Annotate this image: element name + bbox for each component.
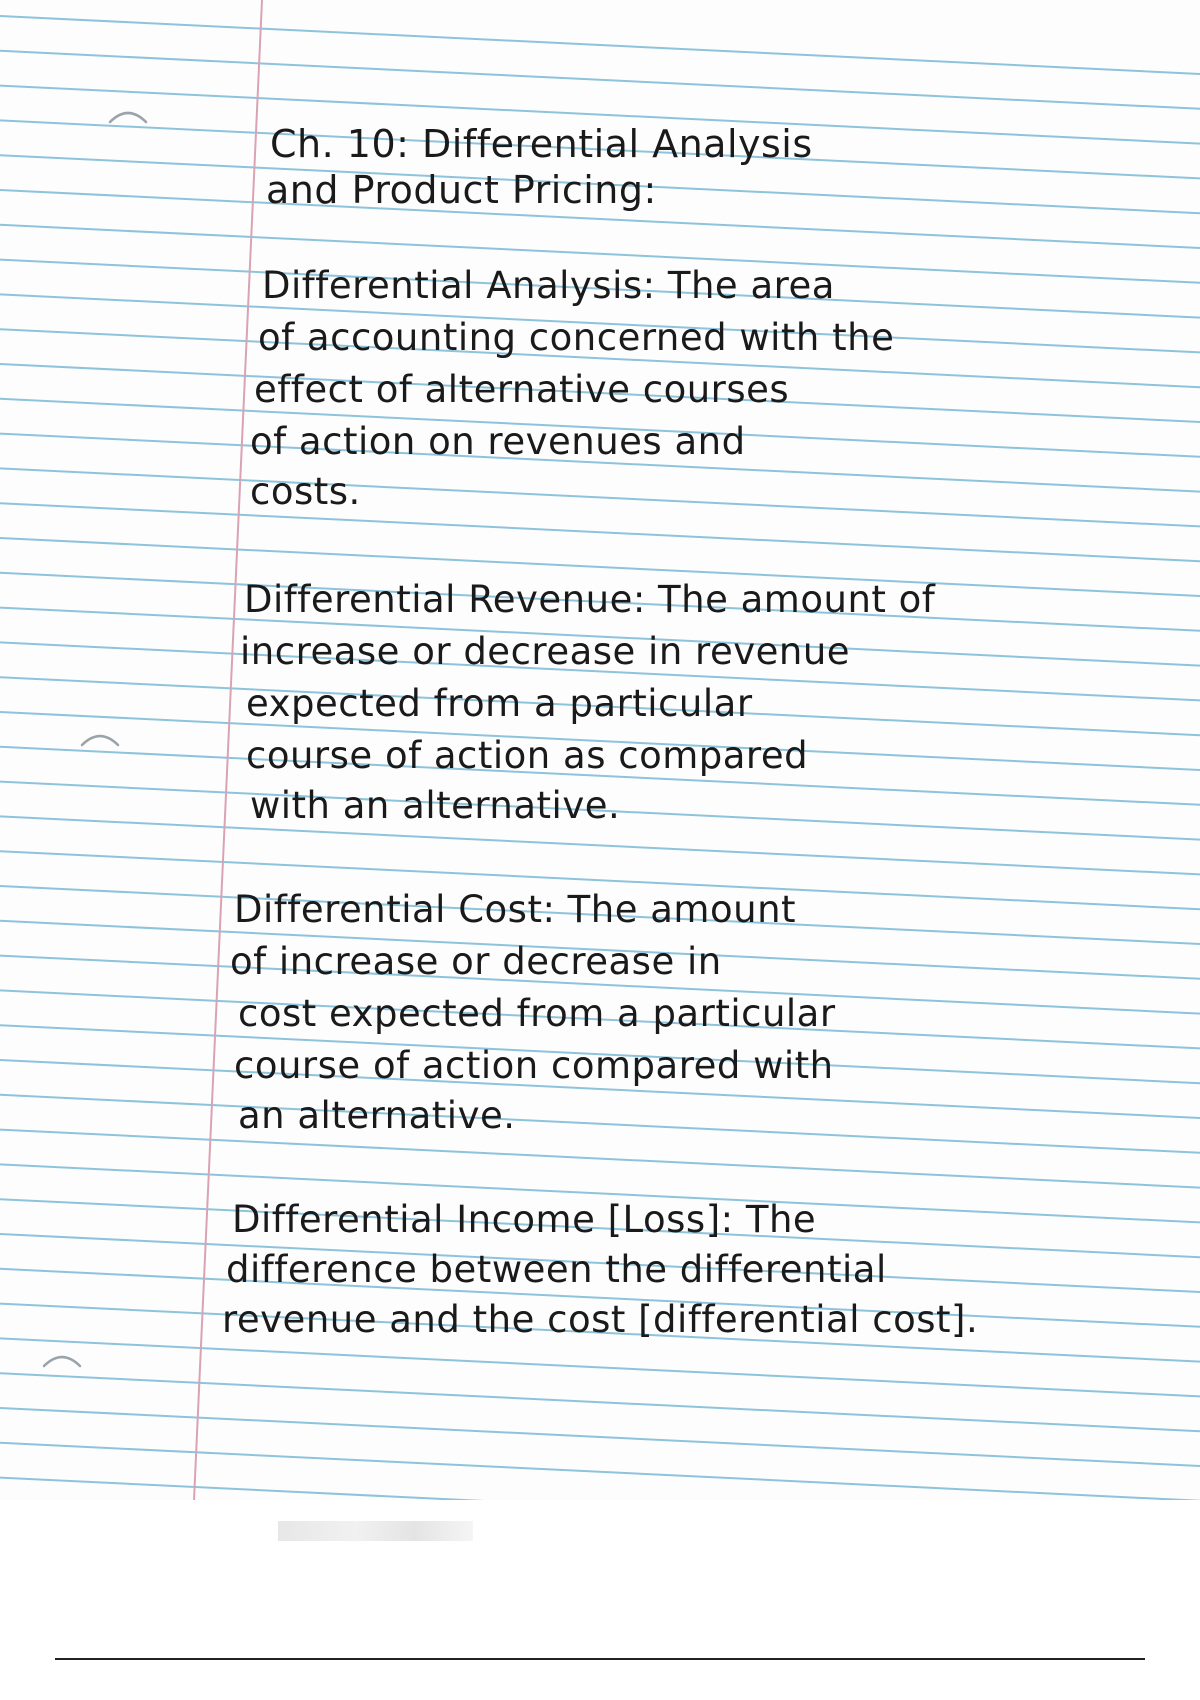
definition-line: difference between the differential: [226, 1248, 887, 1291]
title-line-1: Ch. 10: Differential Analysis: [270, 122, 813, 166]
rule-line: [0, 1373, 1200, 1431]
rule-line: [0, 1408, 1200, 1466]
rule-line: [0, 468, 1200, 526]
binder-hole-bottom: [44, 1357, 80, 1366]
scan-smudge: [278, 1521, 473, 1541]
rule-line: [0, 1443, 1200, 1500]
binder-hole-top: [110, 113, 146, 122]
definition-line: revenue and the cost [differential cost].: [222, 1298, 979, 1341]
rule-line: [0, 503, 1200, 561]
definition-line: Differential Analysis: The area: [262, 264, 835, 307]
rule-line: [0, 1338, 1200, 1396]
definition-line: Differential Income [Loss]: The: [232, 1198, 817, 1241]
definition-line: of action on revenues and: [250, 420, 746, 463]
rule-line: [0, 51, 1200, 109]
definition-line: of accounting concerned with the: [258, 316, 895, 359]
definition-line: effect of alternative courses: [254, 368, 790, 411]
definition-line: course of action as compared: [246, 734, 809, 777]
definition-line: Differential Revenue: The amount of: [244, 578, 936, 621]
binder-hole-middle: [82, 736, 118, 745]
definition-line: cost expected from a particular: [238, 992, 836, 1035]
definition-line: with an alternative.: [250, 784, 621, 827]
definition-line: increase or decrease in revenue: [240, 630, 851, 673]
rule-line: [0, 1478, 1200, 1500]
rule-line: [0, 16, 1200, 74]
rule-line: [0, 1095, 1200, 1153]
definition-line: of increase or decrease in: [230, 940, 722, 983]
scan-bottom-rule: [55, 1658, 1145, 1660]
rule-line: [0, 1130, 1200, 1188]
definition-line: Differential Cost: The amount: [234, 888, 797, 931]
definition-line: course of action compared with: [234, 1044, 834, 1087]
title-line-2: and Product Pricing:: [266, 168, 657, 212]
definition-line: expected from a particular: [246, 682, 753, 725]
definition-line: an alternative.: [238, 1094, 516, 1137]
definition-line: costs.: [250, 470, 361, 513]
